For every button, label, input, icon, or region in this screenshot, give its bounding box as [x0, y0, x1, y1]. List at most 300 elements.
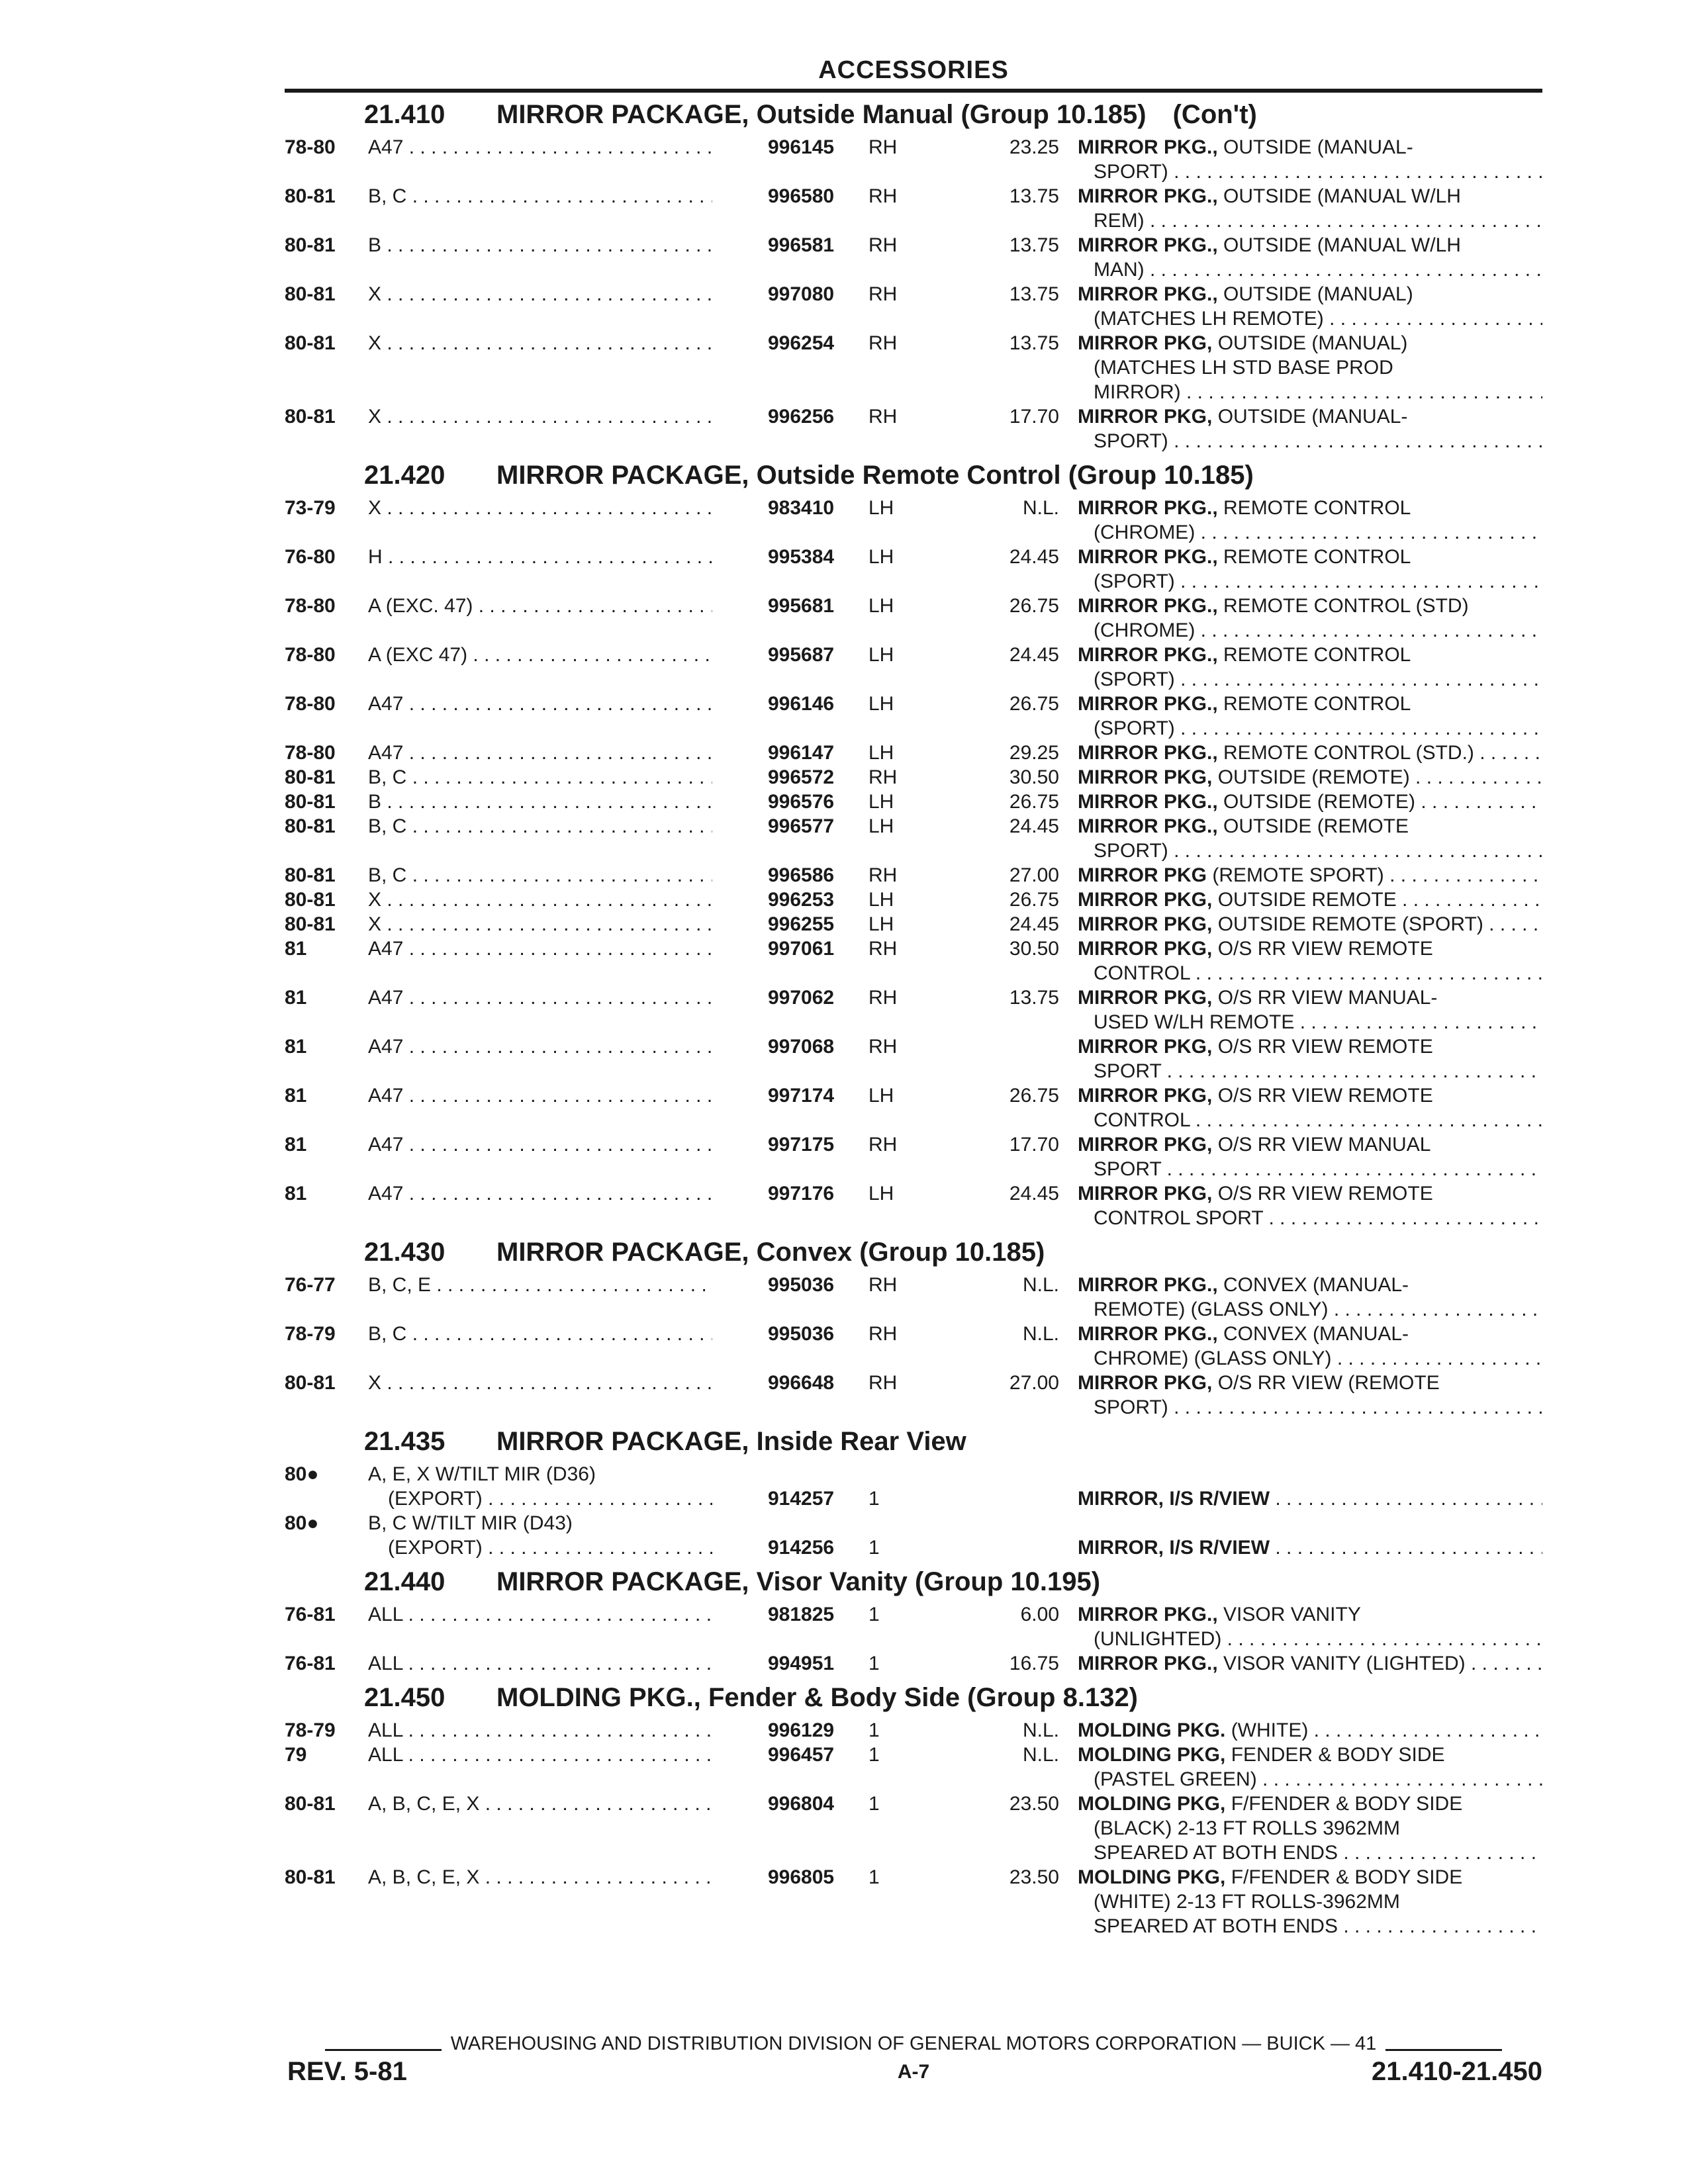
- description-text: OUTSIDE (MANUAL W/LH: [1223, 185, 1461, 207]
- quantity: LH: [868, 546, 894, 568]
- part-number: 996254: [768, 332, 835, 354]
- model-year: 76-80: [285, 546, 336, 568]
- price: N.L.: [1022, 497, 1059, 519]
- part-number: 996255: [768, 913, 835, 935]
- model-code: X . . .: [368, 912, 712, 936]
- section-heading: MIRROR PACKAGE, Visor Vanity (Group 10.195): [496, 1567, 1101, 1596]
- parts-entry: [285, 1865, 1542, 1938]
- part-number: 995036: [768, 1323, 835, 1345]
- price: 29.25: [1009, 742, 1059, 764]
- model-year: 78-79: [285, 1719, 336, 1741]
- model-code: ALL . . .: [368, 1743, 712, 1767]
- entry-line: [285, 135, 1542, 159]
- description-continuation: SPORT . . .: [1094, 1059, 1542, 1083]
- model-year: 78-80: [285, 136, 336, 158]
- model-code: A47 . . .: [368, 692, 712, 716]
- description-name: MIRROR PKG,: [1078, 913, 1213, 935]
- description-name: MOLDING PKG,: [1078, 1793, 1226, 1815]
- model-code: A47 . . .: [368, 1083, 712, 1108]
- entry-line: [285, 282, 1542, 306]
- price: 17.70: [1009, 1134, 1059, 1156]
- part-number: 995681: [768, 595, 835, 617]
- model-code: X . . .: [368, 496, 712, 520]
- model-code: A, E, X W/TILT MIR (D36): [368, 1463, 596, 1485]
- model-year: 80-81: [285, 406, 336, 428]
- part-number: 996577: [768, 815, 835, 837]
- description-text: OUTSIDE (MANUAL-: [1217, 406, 1408, 428]
- quantity: RH: [868, 234, 898, 256]
- model-year: 80-81: [285, 1793, 336, 1815]
- description-continuation: REMOTE) (GLASS ONLY) . . .: [1094, 1297, 1542, 1322]
- description-continuation: CONTROL . . .: [1094, 961, 1542, 985]
- model-code: A, B, C, E, X . . .: [368, 1792, 712, 1816]
- parts-entry: [285, 404, 1542, 453]
- description-name: MIRROR PKG.,: [1078, 1274, 1218, 1296]
- description-name: MIRROR PKG.,: [1078, 791, 1218, 813]
- entry-line: [285, 912, 1542, 936]
- parts-entry: [285, 1034, 1542, 1083]
- entry-line: [285, 1511, 1542, 1535]
- description-name: MOLDING PKG.: [1078, 1719, 1226, 1741]
- quantity: LH: [868, 913, 894, 935]
- description-name: MIRROR PKG.,: [1078, 1604, 1218, 1625]
- part-number: 997080: [768, 283, 835, 305]
- description-name: MIRROR PKG,: [1078, 889, 1213, 911]
- model-year: 80-81: [285, 185, 336, 207]
- entry-continuation-line: [285, 1108, 1542, 1132]
- price: 23.25: [1009, 136, 1059, 158]
- description: [1078, 790, 1542, 814]
- description-name: MIRROR PKG.,: [1078, 283, 1218, 305]
- description-text: O/S RR VIEW REMOTE: [1217, 1183, 1433, 1205]
- part-number: 996804: [768, 1793, 835, 1815]
- section-title: [285, 1676, 1542, 1718]
- parts-entry: [285, 1718, 1542, 1743]
- description-continuation: (MATCHES LH REMOTE) . . .: [1094, 306, 1542, 331]
- description: [1078, 184, 1542, 208]
- parts-entry: [285, 985, 1542, 1034]
- quantity: LH: [868, 644, 894, 666]
- parts-entry: [285, 545, 1542, 594]
- price: 13.75: [1009, 234, 1059, 256]
- description: [1078, 1535, 1542, 1560]
- model-code: B, C W/TILT MIR (D43): [368, 1512, 573, 1534]
- description-continuation: SPORT) . . .: [1094, 159, 1542, 184]
- parts-entry: [285, 1273, 1542, 1322]
- entry-line: [285, 1034, 1542, 1059]
- description-continuation: (MATCHES LH STD BASE PROD: [1094, 357, 1393, 379]
- description-continuation: USED W/LH REMOTE . . .: [1094, 1010, 1542, 1034]
- entry-line: [285, 1651, 1542, 1676]
- entry-continuation-line: [285, 1395, 1542, 1420]
- description-continuation: SPEARED AT BOTH ENDS . . .: [1094, 1914, 1542, 1938]
- parts-entry: [285, 496, 1542, 545]
- description-name: MIRROR PKG,: [1078, 406, 1213, 428]
- entry-line: [285, 545, 1542, 569]
- description-text: F/FENDER & BODY SIDE: [1231, 1866, 1463, 1888]
- description-name: MIRROR PKG.,: [1078, 742, 1218, 764]
- page-footer: [285, 2030, 1542, 2090]
- model-code: B, C . . .: [368, 1322, 712, 1346]
- model-year: 78-80: [285, 693, 336, 715]
- description-text: REMOTE CONTROL: [1223, 546, 1411, 568]
- entry-continuation-line: [285, 380, 1542, 404]
- entry-continuation-line: [285, 306, 1542, 331]
- section-title: [285, 1230, 1542, 1273]
- description-name: MIRROR PKG,: [1078, 332, 1213, 354]
- section-title: [285, 93, 1542, 135]
- quantity: RH: [868, 406, 898, 428]
- footer-rule-left: [325, 2049, 442, 2051]
- description-text: OUTSIDE (MANUAL-: [1223, 136, 1413, 158]
- model-code: B, C . . .: [368, 814, 712, 839]
- parts-entry: [285, 863, 1542, 887]
- price: 13.75: [1009, 283, 1059, 305]
- model-year: 80-81: [285, 815, 336, 837]
- entry-line: [285, 1718, 1542, 1743]
- parts-entry: [285, 887, 1542, 912]
- price: 27.00: [1009, 1372, 1059, 1394]
- price: 26.75: [1009, 693, 1059, 715]
- part-number: 996572: [768, 766, 835, 788]
- entry-line: [285, 1792, 1542, 1816]
- model-year: 80-81: [285, 1866, 336, 1888]
- description-continuation: (CHROME) . . .: [1094, 520, 1542, 545]
- entry-continuation-line: [285, 1297, 1542, 1322]
- model-code: A47 . . .: [368, 1181, 712, 1206]
- description-continuation: (CHROME) . . .: [1094, 618, 1542, 643]
- description-continuation: CONTROL SPORT . . .: [1094, 1206, 1542, 1230]
- description: [1078, 863, 1542, 887]
- parts-entry: [285, 331, 1542, 404]
- description-name: MIRROR PKG.,: [1078, 595, 1218, 617]
- entry-line: [285, 1743, 1542, 1767]
- entry-line: [285, 404, 1542, 429]
- continued-label: (Con't): [1172, 100, 1257, 129]
- part-number: 996129: [768, 1719, 835, 1741]
- quantity: LH: [868, 889, 894, 911]
- entry-continuation-line: [285, 1206, 1542, 1230]
- price: 26.75: [1009, 595, 1059, 617]
- quantity: 1: [868, 1653, 880, 1674]
- part-number: 996146: [768, 693, 835, 715]
- description-text: REMOTE CONTROL (STD): [1223, 595, 1469, 617]
- description-continuation: CONTROL . . .: [1094, 1108, 1542, 1132]
- section-heading: MIRROR PACKAGE, Outside Remote Control (Group 10.185): [496, 461, 1254, 490]
- model-code: A (EXC 47) . . .: [368, 643, 712, 667]
- section-number: 21.430: [364, 1238, 445, 1267]
- part-number: 995036: [768, 1274, 835, 1296]
- parts-entry: [285, 594, 1542, 643]
- quantity: LH: [868, 791, 894, 813]
- description: [1078, 1865, 1542, 1889]
- description-name: MIRROR PKG.,: [1078, 1653, 1218, 1674]
- quantity: 1: [868, 1488, 880, 1510]
- description-continuation: MIRROR) . . .: [1094, 380, 1542, 404]
- entry-line: [285, 790, 1542, 814]
- description-continuation: (WHITE) 2-13 FT ROLLS-3962MM: [1094, 1891, 1400, 1913]
- description: [1078, 887, 1542, 912]
- entry-continuation-line: [285, 355, 1542, 380]
- page-number: A-7: [897, 2061, 930, 2083]
- model-year: 80-81: [285, 234, 336, 256]
- footer-division-line: [285, 2030, 1542, 2057]
- quantity: RH: [868, 1036, 898, 1058]
- entry-line: [285, 741, 1542, 765]
- model-code: B, C . . .: [368, 863, 712, 887]
- description: [1078, 1602, 1542, 1627]
- description-name: MIRROR PKG,: [1078, 1372, 1213, 1394]
- model-code-continuation: (EXPORT) . . .: [388, 1535, 712, 1560]
- model-year: 78-79: [285, 1323, 336, 1345]
- part-number: 996147: [768, 742, 835, 764]
- part-number: 997176: [768, 1183, 835, 1205]
- entry-line: [285, 1322, 1542, 1346]
- description-name: MIRROR PKG,: [1078, 1134, 1213, 1156]
- model-code: ALL . . .: [368, 1718, 712, 1743]
- model-year: 80-81: [285, 791, 336, 813]
- model-year: 80-81: [285, 913, 336, 935]
- entry-continuation-line: [285, 1767, 1542, 1792]
- quantity: LH: [868, 693, 894, 715]
- description: [1078, 496, 1542, 520]
- entry-line: [285, 765, 1542, 790]
- model-code: X . . .: [368, 887, 712, 912]
- price: 24.45: [1009, 815, 1059, 837]
- description: [1078, 1083, 1542, 1108]
- page-title: ACCESSORIES: [818, 56, 1009, 84]
- entry-line: [285, 1181, 1542, 1206]
- description: [1078, 1486, 1542, 1511]
- description-name: MIRROR PKG.,: [1078, 136, 1218, 158]
- parts-entry: [285, 1322, 1542, 1371]
- part-number: 997061: [768, 938, 835, 960]
- description-name: MIRROR PKG,: [1078, 938, 1213, 960]
- quantity: 1: [868, 1719, 880, 1741]
- price: 26.75: [1009, 1085, 1059, 1107]
- part-number: 995384: [768, 546, 835, 568]
- parts-entry: [285, 692, 1542, 741]
- description: [1078, 936, 1542, 961]
- description: [1078, 1132, 1542, 1157]
- model-code-continuation: (EXPORT) . . .: [388, 1486, 712, 1511]
- description: [1078, 814, 1542, 839]
- quantity: LH: [868, 1085, 894, 1107]
- parts-entry: [285, 282, 1542, 331]
- part-number: 996457: [768, 1744, 835, 1766]
- quantity: RH: [868, 938, 898, 960]
- price: 27.00: [1009, 864, 1059, 886]
- description: [1078, 765, 1542, 790]
- section-number: 21.440: [364, 1567, 445, 1596]
- model-code: A47 . . .: [368, 1034, 712, 1059]
- description-text: (WHITE): [1231, 1719, 1309, 1741]
- entry-continuation-line: [285, 1841, 1542, 1865]
- description-name: MIRROR PKG,: [1078, 1183, 1213, 1205]
- price: 23.50: [1009, 1866, 1059, 1888]
- description-name: MIRROR PKG,: [1078, 1085, 1213, 1107]
- entry-continuation-line: [285, 961, 1542, 985]
- description: [1078, 985, 1542, 1010]
- description-text: CONVEX (MANUAL-: [1223, 1323, 1409, 1345]
- description: [1078, 1181, 1542, 1206]
- description-text: F/FENDER & BODY SIDE: [1231, 1793, 1463, 1815]
- model-year: 78-80: [285, 742, 336, 764]
- entry-continuation-line: [285, 667, 1542, 692]
- entry-line: [285, 1371, 1542, 1395]
- description-continuation: (UNLIGHTED) . . .: [1094, 1627, 1542, 1651]
- description-name: MOLDING PKG,: [1078, 1744, 1226, 1766]
- description: [1078, 1792, 1542, 1816]
- description-continuation: SPEARED AT BOTH ENDS . . .: [1094, 1841, 1542, 1865]
- part-number: 995687: [768, 644, 835, 666]
- description-text: O/S RR VIEW MANUAL: [1217, 1134, 1431, 1156]
- parts-entry: [285, 1511, 1542, 1560]
- model-year: 80-81: [285, 864, 336, 886]
- entry-line: [285, 1462, 1542, 1486]
- quantity: 1: [868, 1866, 880, 1888]
- quantity: LH: [868, 497, 894, 519]
- entry-line: [285, 692, 1542, 716]
- description-text: VISOR VANITY (LIGHTED): [1223, 1653, 1466, 1674]
- model-code: A, B, C, E, X . . .: [368, 1865, 712, 1889]
- description-text: O/S RR VIEW REMOTE: [1217, 1036, 1433, 1058]
- price: 16.75: [1009, 1653, 1059, 1674]
- description-text: REMOTE CONTROL (STD.): [1223, 742, 1474, 764]
- model-code: X . . .: [368, 331, 712, 355]
- parts-entry: [285, 135, 1542, 184]
- description-continuation: REM) . . .: [1094, 208, 1542, 233]
- part-number: 996648: [768, 1372, 835, 1394]
- description-text: REMOTE CONTROL: [1223, 693, 1411, 715]
- model-year: 80-81: [285, 766, 336, 788]
- entry-continuation-line: [285, 716, 1542, 741]
- footer-bottom: [285, 2057, 1542, 2090]
- part-number: 996253: [768, 889, 835, 911]
- model-year: 81: [285, 1134, 307, 1156]
- section-number: 21.420: [364, 461, 445, 490]
- description-text: CONVEX (MANUAL-: [1223, 1274, 1409, 1296]
- parts-entry: [285, 1651, 1542, 1676]
- model-code: A47 . . .: [368, 936, 712, 961]
- entry-continuation-line: [285, 1889, 1542, 1914]
- description-text: O/S RR VIEW REMOTE: [1217, 938, 1433, 960]
- description: [1078, 331, 1542, 355]
- parts-entry: [285, 1743, 1542, 1792]
- model-code: A47 . . .: [368, 985, 712, 1010]
- model-code: A47 . . .: [368, 741, 712, 765]
- price: 24.45: [1009, 644, 1059, 666]
- entry-continuation-line: [285, 257, 1542, 282]
- entry-continuation-line: [285, 569, 1542, 594]
- section-heading: MIRROR PACKAGE, Convex (Group 10.185): [496, 1238, 1045, 1267]
- description-name: MIRROR PKG.,: [1078, 497, 1218, 519]
- description-name: MIRROR PKG,: [1078, 987, 1213, 1009]
- entry-line: [285, 814, 1542, 839]
- description-name: MIRROR PKG,: [1078, 1036, 1213, 1058]
- model-year: 81: [285, 987, 307, 1009]
- model-code: X . . .: [368, 1371, 712, 1395]
- model-year: 78-80: [285, 595, 336, 617]
- price: N.L.: [1022, 1744, 1059, 1766]
- entry-line: [285, 863, 1542, 887]
- quantity: RH: [868, 1134, 898, 1156]
- part-number: 996581: [768, 234, 835, 256]
- quantity: RH: [868, 864, 898, 886]
- price: 17.70: [1009, 406, 1059, 428]
- parts-entry: [285, 643, 1542, 692]
- entry-continuation-line: [285, 520, 1542, 545]
- entry-line: [285, 887, 1542, 912]
- entry-continuation-line: [285, 1010, 1542, 1034]
- footer-rule-right: [1385, 2049, 1502, 2051]
- section-heading: MOLDING PKG., Fender & Body Side (Group 8.132): [496, 1683, 1139, 1712]
- footer-division-text: WAREHOUSING AND DISTRIBUTION DIVISION OF GENERAL MOTORS CORPORATION — BUICK — 41: [450, 2032, 1377, 2054]
- quantity: RH: [868, 332, 898, 354]
- model-year: 76-77: [285, 1274, 336, 1296]
- part-number: 996580: [768, 185, 835, 207]
- parts-entry: [285, 1181, 1542, 1230]
- section-heading: MIRROR PACKAGE, Inside Rear View: [496, 1427, 966, 1456]
- quantity: 1: [868, 1537, 880, 1559]
- entry-continuation-line: [285, 1059, 1542, 1083]
- section-range: 21.410-21.450: [1371, 2057, 1542, 2086]
- model-year: 80-81: [285, 283, 336, 305]
- description-name: MIRROR PKG.,: [1078, 546, 1218, 568]
- description-name: MIRROR PKG.,: [1078, 815, 1218, 837]
- model-code: B, C . . .: [368, 765, 712, 790]
- description: [1078, 404, 1542, 429]
- description-continuation: SPORT) . . .: [1094, 1395, 1542, 1420]
- model-code: X . . .: [368, 404, 712, 429]
- price: 24.45: [1009, 546, 1059, 568]
- description: [1078, 135, 1542, 159]
- description-name: MIRROR PKG: [1078, 864, 1207, 886]
- parts-entry: [285, 1371, 1542, 1420]
- entry-line: [285, 184, 1542, 208]
- entry-continuation-line: [285, 159, 1542, 184]
- entry-continuation-line: [285, 1816, 1542, 1841]
- quantity: 1: [868, 1793, 880, 1815]
- parts-entry: [285, 936, 1542, 985]
- part-number: 997068: [768, 1036, 835, 1058]
- model-code: B, C . . .: [368, 184, 712, 208]
- description: [1078, 1371, 1542, 1395]
- model-year: 80-81: [285, 332, 336, 354]
- quantity: LH: [868, 595, 894, 617]
- description: [1078, 282, 1542, 306]
- description-text: OUTSIDE (MANUAL): [1223, 283, 1413, 305]
- parts-entry: [285, 1602, 1542, 1651]
- description-continuation: (SPORT) . . .: [1094, 667, 1542, 692]
- description-text: OUTSIDE (MANUAL): [1217, 332, 1408, 354]
- entry-continuation-line: [285, 429, 1542, 453]
- quantity: RH: [868, 766, 898, 788]
- description: [1078, 741, 1542, 765]
- description-continuation: MAN) . . .: [1094, 257, 1542, 282]
- section-title: [285, 1420, 1542, 1462]
- entry-line: [285, 1486, 1542, 1511]
- model-code: B . . .: [368, 233, 712, 257]
- quantity: 1: [868, 1744, 880, 1766]
- description-continuation: CHROME) (GLASS ONLY) . . .: [1094, 1346, 1542, 1371]
- price: 24.45: [1009, 1183, 1059, 1205]
- entry-line: [285, 594, 1542, 618]
- model-code: ALL . . .: [368, 1602, 712, 1627]
- quantity: RH: [868, 1274, 898, 1296]
- part-number: 914257: [768, 1488, 835, 1510]
- description-name: MIRROR PKG.,: [1078, 693, 1218, 715]
